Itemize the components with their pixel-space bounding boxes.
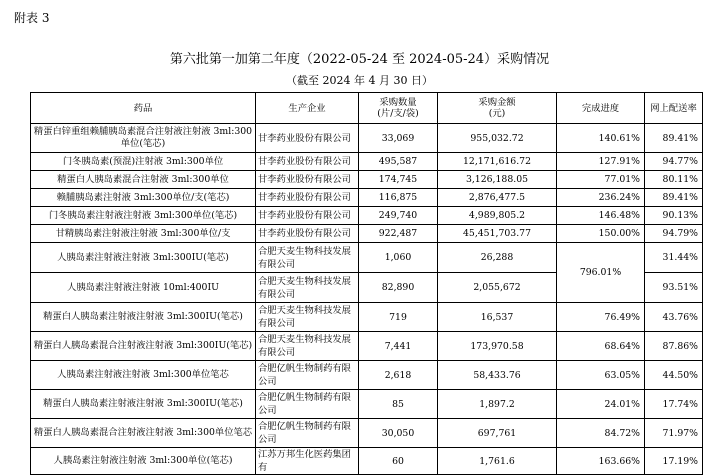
cell-drug: 人胰岛素注射液注射液 3ml:300单位笔芯	[31, 361, 256, 390]
cell-qty: 2,618	[359, 361, 438, 390]
cell-amount: 58,433.76	[438, 361, 557, 390]
cell-delivery: 90.13%	[645, 207, 703, 225]
cell-qty: 116,875	[359, 189, 438, 207]
table-row	[31, 207, 703, 225]
cell-company: 合肥亿帆生物制药有限公司	[256, 361, 359, 390]
cell-delivery: 44.50%	[645, 361, 703, 390]
table-row	[31, 189, 703, 207]
cell-progress: 236.24%	[557, 189, 645, 207]
cell-company: 甘李药业股份有限公司	[256, 124, 359, 153]
cell-amount: 12,171,616.72	[438, 153, 557, 171]
cell-company: 江苏万邦生化医药集团有	[256, 448, 359, 475]
cell-amount: 26,288	[438, 243, 557, 273]
cell-amount: 2,876,477.5	[438, 189, 557, 207]
cell-drug: 精蛋白人胰岛素注射液注射液 3ml:300IU(笔芯)	[31, 390, 256, 419]
cell-delivery: 71.97%	[645, 419, 703, 448]
cell-qty: 60	[359, 448, 438, 475]
cell-progress: 76.49%	[557, 303, 645, 332]
cell-company: 合肥天麦生物科技发展有限公司	[256, 303, 359, 332]
cell-drug: 精蛋白人胰岛素混合注射液注射液 3ml:300IU(笔芯)	[31, 332, 256, 361]
cell-qty: 82,890	[359, 273, 438, 303]
table-row	[31, 303, 703, 332]
cell-qty: 922,487	[359, 225, 438, 243]
header-qty: 采购数量 (片/支/袋)	[359, 93, 438, 124]
table-row	[31, 124, 703, 153]
table-row	[31, 361, 703, 390]
cell-delivery: 43.76%	[645, 303, 703, 332]
cell-delivery: 89.41%	[645, 124, 703, 153]
cell-progress: 140.61%	[557, 124, 645, 153]
cell-company: 合肥亿帆生物制药有限公司	[256, 390, 359, 419]
cell-progress: 77.01%	[557, 171, 645, 189]
cell-progress: 163.66%	[557, 448, 645, 475]
cell-drug: 门冬胰岛素(预混)注射液 3ml:300单位	[31, 153, 256, 171]
cell-progress: 127.91%	[557, 153, 645, 171]
cell-amount: 16,537	[438, 303, 557, 332]
cell-qty: 33,069	[359, 124, 438, 153]
table-row	[31, 332, 703, 361]
cell-drug: 人胰岛素注射液注射液 3ml:300IU(笔芯)	[31, 243, 256, 273]
table-row	[31, 243, 703, 273]
header-drug: 药品	[31, 93, 256, 124]
table-row	[31, 448, 703, 475]
cell-delivery: 17.74%	[645, 390, 703, 419]
cell-delivery: 87.86%	[645, 332, 703, 361]
cell-delivery: 94.79%	[645, 225, 703, 243]
table-row	[31, 225, 703, 243]
procurement-table	[30, 92, 703, 475]
cell-company: 甘李药业股份有限公司	[256, 189, 359, 207]
cell-company: 甘李药业股份有限公司	[256, 207, 359, 225]
cell-qty: 495,587	[359, 153, 438, 171]
cell-company: 合肥天麦生物科技发展有限公司	[256, 243, 359, 273]
cell-qty: 85	[359, 390, 438, 419]
cell-amount: 697,761	[438, 419, 557, 448]
cell-company: 合肥天麦生物科技发展有限公司	[256, 332, 359, 361]
cell-drug: 人胰岛素注射液注射液 10ml:400IU	[31, 273, 256, 303]
table-row	[31, 153, 703, 171]
cell-progress: 150.00%	[557, 225, 645, 243]
cell-delivery: 31.44%	[645, 243, 703, 273]
table-row	[31, 390, 703, 419]
cell-qty: 1,060	[359, 243, 438, 273]
cell-drug: 门冬胰岛素注射液注射液 3ml:300单位(笔芯)	[31, 207, 256, 225]
cell-company: 甘李药业股份有限公司	[256, 153, 359, 171]
cell-drug: 赖脯胰岛素注射液 3ml:300单位/支(笔芯)	[31, 189, 256, 207]
table-row	[31, 171, 703, 189]
cell-qty: 30,050	[359, 419, 438, 448]
cell-amount: 173,970.58	[438, 332, 557, 361]
cell-amount: 2,055,672	[438, 273, 557, 303]
cell-amount: 1,761.6	[438, 448, 557, 475]
table-header-row	[31, 93, 703, 124]
cell-qty: 174,745	[359, 171, 438, 189]
cell-amount: 1,897.2	[438, 390, 557, 419]
cell-drug: 精蛋白人胰岛素注射液注射液 3ml:300IU(笔芯)	[31, 303, 256, 332]
cell-amount: 955,032.72	[438, 124, 557, 153]
cell-qty: 719	[359, 303, 438, 332]
cell-company: 合肥天麦生物科技发展有限公司	[256, 273, 359, 303]
cell-qty: 249,740	[359, 207, 438, 225]
cell-company: 甘李药业股份有限公司	[256, 171, 359, 189]
header-delivery: 网上配送率	[645, 93, 703, 124]
table-row	[31, 419, 703, 448]
cell-progress-merged: 796.01%	[557, 243, 645, 303]
cell-company: 甘李药业股份有限公司	[256, 225, 359, 243]
header-amount: 采购金额 (元)	[438, 93, 557, 124]
cell-delivery: 80.11%	[645, 171, 703, 189]
cell-amount: 4,989,805.2	[438, 207, 557, 225]
cell-delivery: 89.41%	[645, 189, 703, 207]
cell-drug: 精蛋白锌重组赖脯胰岛素混合注射液注射液 3ml:300单位(笔芯)	[31, 124, 256, 153]
cell-drug: 精蛋白人胰岛素混合注射液注射液 3ml:300单位笔芯	[31, 419, 256, 448]
cell-progress: 68.64%	[557, 332, 645, 361]
cell-progress: 146.48%	[557, 207, 645, 225]
cell-drug: 精蛋白人胰岛素混合注射液 3ml:300单位	[31, 171, 256, 189]
document-title: 第六批第一加第二年度（2022-05-24 至 2024-05-24）采购情况	[169, 52, 550, 67]
header-progress: 完成进度	[557, 93, 645, 124]
appendix-label: 附表 3	[14, 11, 50, 25]
cell-delivery: 17.19%	[645, 448, 703, 475]
cell-qty: 7,441	[359, 332, 438, 361]
cell-progress: 24.01%	[557, 390, 645, 419]
document-subtitle: （截至 2024 年 4 月 30 日）	[286, 74, 433, 87]
cell-amount: 45,451,703.77	[438, 225, 557, 243]
cell-progress: 63.05%	[557, 361, 645, 390]
cell-delivery: 93.51%	[645, 273, 703, 303]
header-company: 生产企业	[256, 93, 359, 124]
cell-drug: 人胰岛素注射液注射液 3ml:300单位(笔芯)	[31, 448, 256, 475]
cell-delivery: 94.77%	[645, 153, 703, 171]
cell-amount: 3,126,188.05	[438, 171, 557, 189]
cell-drug: 甘精胰岛素注射液注射液 3ml:300单位/支	[31, 225, 256, 243]
cell-progress: 84.72%	[557, 419, 645, 448]
cell-company: 合肥亿帆生物制药有限公司	[256, 419, 359, 448]
